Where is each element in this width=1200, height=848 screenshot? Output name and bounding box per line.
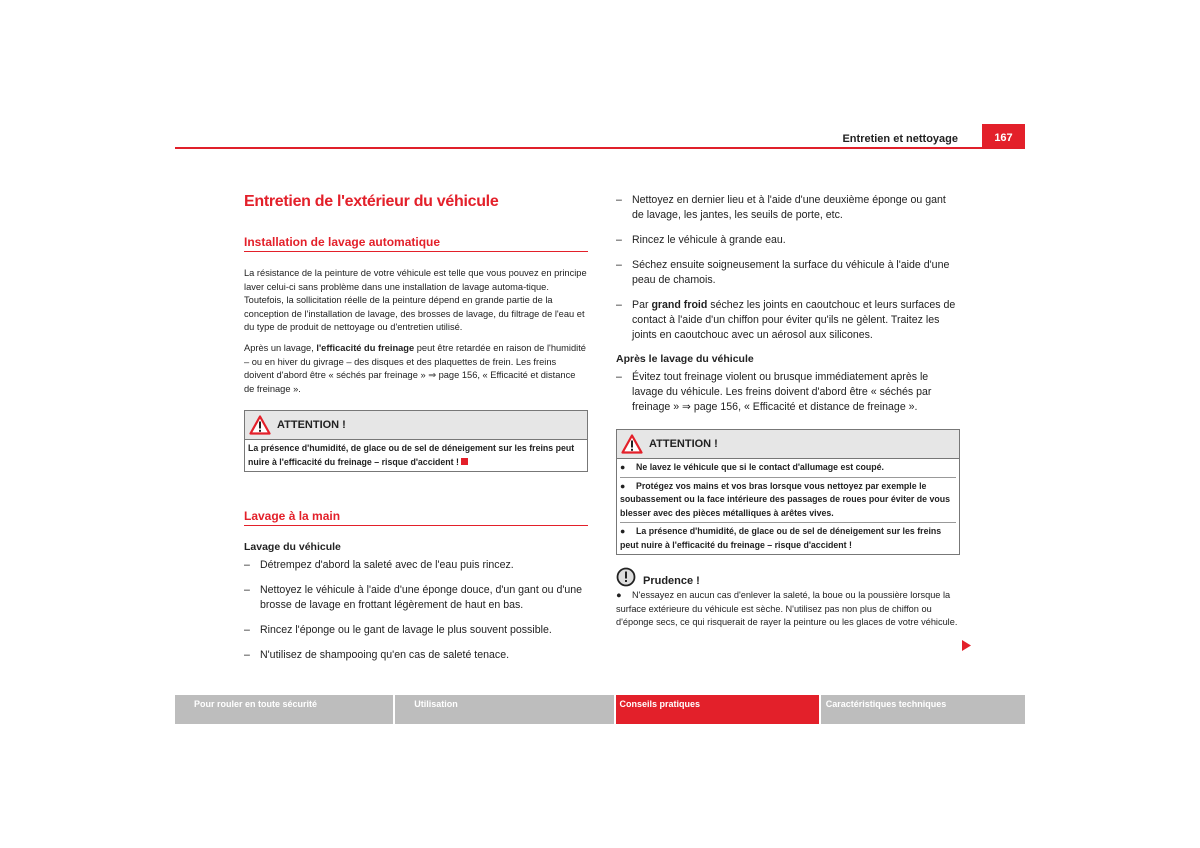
caution-title: Prudence ! — [643, 575, 700, 587]
warning-text — [245, 440, 587, 471]
page-title: Entretien de l'extérieur du véhicule — [244, 193, 499, 210]
list-item — [244, 583, 588, 613]
dash: – — [616, 259, 622, 271]
tab-technical-specs[interactable]: Caractéristiques techniques — [821, 695, 1025, 724]
text: séchez les joints en caoutchouc et leurs surfaces de contact à l'aide d'un chiffon pour éviter qu'ils ne gèlent. Traitez les joints en caoutchouc avec un aérosol aux silicones. — [632, 299, 956, 341]
text: N'essayez en aucun cas d'enlever la saleté, la boue ou la poussière lorsque la surface extérieure du véhicule est sèche. N'utilisez pas non plus de chiffon ou d'éponge secs, ce qui risquerait de rayer la peinture ou les glaces de votre véhicule. — [616, 590, 958, 628]
warning-box — [244, 410, 588, 472]
caution-text — [616, 589, 960, 630]
dash: – — [616, 371, 622, 383]
bullet: ● — [620, 462, 626, 472]
caution-header — [616, 567, 960, 587]
text: Nettoyez en dernier lieu et à l'aide d'une deuxième éponge ou gant de lavage, les jantes, les seuils de porte, etc. — [632, 194, 946, 221]
text: Par — [632, 299, 652, 311]
header-section-title: Entretien et nettoyage — [842, 133, 958, 145]
warning-triangle-icon — [621, 434, 643, 454]
bullet: ● — [620, 480, 626, 491]
text: Séchez ensuite soigneusement la surface du véhicule à l'aide d'une peau de chamois. — [632, 259, 950, 286]
caution-exclamation-icon — [616, 567, 636, 587]
dash: – — [616, 299, 622, 311]
warning-box — [616, 429, 960, 555]
warning-list — [617, 459, 959, 554]
text: La présence d'humidité, de glace ou de sel de déneigement sur les freins peut nuire à l'efficacité du freinage – risque d'accident ! — [620, 526, 942, 550]
warning-title: ATTENTION ! — [649, 438, 718, 450]
dash: – — [244, 584, 250, 597]
dash: – — [244, 559, 250, 572]
header-divider — [175, 147, 1025, 149]
footer-tabs — [175, 695, 1025, 724]
paragraph-braking — [244, 342, 588, 396]
bold-text: grand froid — [651, 299, 708, 311]
paragraph-paint: La résistance de la peinture de votre véhicule est telle que vous pouvez en principe laver celui-ci sans problème dans une installation de lavage automa-tique. Toutefois, la sollicitation réelle de la peinture dépend en grande partie de la conception de l'installation de lavage, des brosses de lavage, du filtrage de l'eau et du type de produit de nettoyage ou d'entretien utilisé. — [244, 268, 587, 333]
end-marker-icon — [461, 458, 468, 465]
list-item — [616, 298, 960, 343]
tab-safety[interactable]: Pour rouler en toute sécurité — [175, 695, 395, 724]
list-item — [244, 558, 588, 573]
tab-practical-advice[interactable]: Conseils pratiques — [616, 695, 821, 724]
list-item — [244, 623, 588, 638]
text: Détrempez d'abord la saleté avec de l'eau puis rincez. — [260, 559, 514, 572]
bullet: ● — [616, 590, 622, 600]
warning-item — [620, 461, 956, 475]
text: Rincez le véhicule à grande eau. — [632, 234, 786, 246]
dash: – — [616, 194, 622, 206]
list-item — [616, 258, 960, 288]
list-item — [244, 648, 588, 663]
dash: – — [616, 234, 622, 246]
text: Nettoyez le véhicule à l'aide d'une éponge douce, d'un gant ou d'une brosse de lavage en frottant légèrement de haut en bas. — [260, 584, 583, 612]
text: Protégez vos mains et vos bras lorsque vous nettoyez par exemple le soubassement ou la face intérieure des passages de roues pour éviter de vous blesser avec des pièces métalliques à arêtes vives. — [620, 480, 951, 518]
tab-usage[interactable]: Utilisation — [395, 695, 615, 724]
warning-header — [617, 430, 959, 459]
continue-arrow-icon — [962, 640, 971, 651]
subheading-vehicle-wash: Lavage du véhicule — [244, 541, 341, 554]
warning-triangle-icon — [249, 415, 271, 435]
text: peut être retardée en raison de l'humidité – ou en hiver du givrage – des disques et des plaquettes de frein. Les freins doivent d'abord être « séchés par freinage » ⇒ page 156, « Efficacité et distance de freinage ». — [244, 342, 586, 394]
text: La présence d'humidité, de glace ou de sel de déneigement sur les freins peut nuire à l'efficacité du freinage – risque d'accident ! — [248, 443, 575, 467]
text: Évitez tout freinage violent ou brusque immédiatement après le lavage du véhicule. Les freins doivent d'abord être « séchés par freinage » ⇒ page 156, « Efficacité et distance de freinage ». — [632, 371, 932, 413]
list-item — [616, 193, 960, 223]
section-heading-automatic-wash: Installation de lavage automatique — [244, 235, 588, 252]
dash: – — [244, 624, 250, 637]
text: Après un lavage, — [244, 342, 317, 353]
list-item — [616, 233, 960, 248]
warning-title: ATTENTION ! — [277, 419, 346, 432]
dash: – — [244, 649, 250, 662]
subheading-after-wash: Après le lavage du véhicule — [616, 353, 754, 365]
page-number: 167 — [982, 124, 1025, 148]
list-item — [616, 370, 960, 415]
text: Ne lavez le véhicule que si le contact d'allumage est coupé. — [636, 462, 885, 472]
left-column — [244, 193, 588, 673]
text: N'utilisez de shampooing qu'en cas de saleté tenace. — [260, 649, 510, 662]
right-column — [616, 193, 960, 637]
bullet: ● — [620, 526, 626, 536]
warning-item — [620, 477, 956, 521]
text: Rincez l'éponge ou le gant de lavage le plus souvent possible. — [260, 624, 552, 637]
warning-item — [620, 522, 956, 552]
bold-text: l'efficacité du freinage — [316, 342, 415, 353]
warning-header — [245, 411, 587, 440]
section-heading-hand-wash: Lavage à la main — [244, 509, 588, 526]
